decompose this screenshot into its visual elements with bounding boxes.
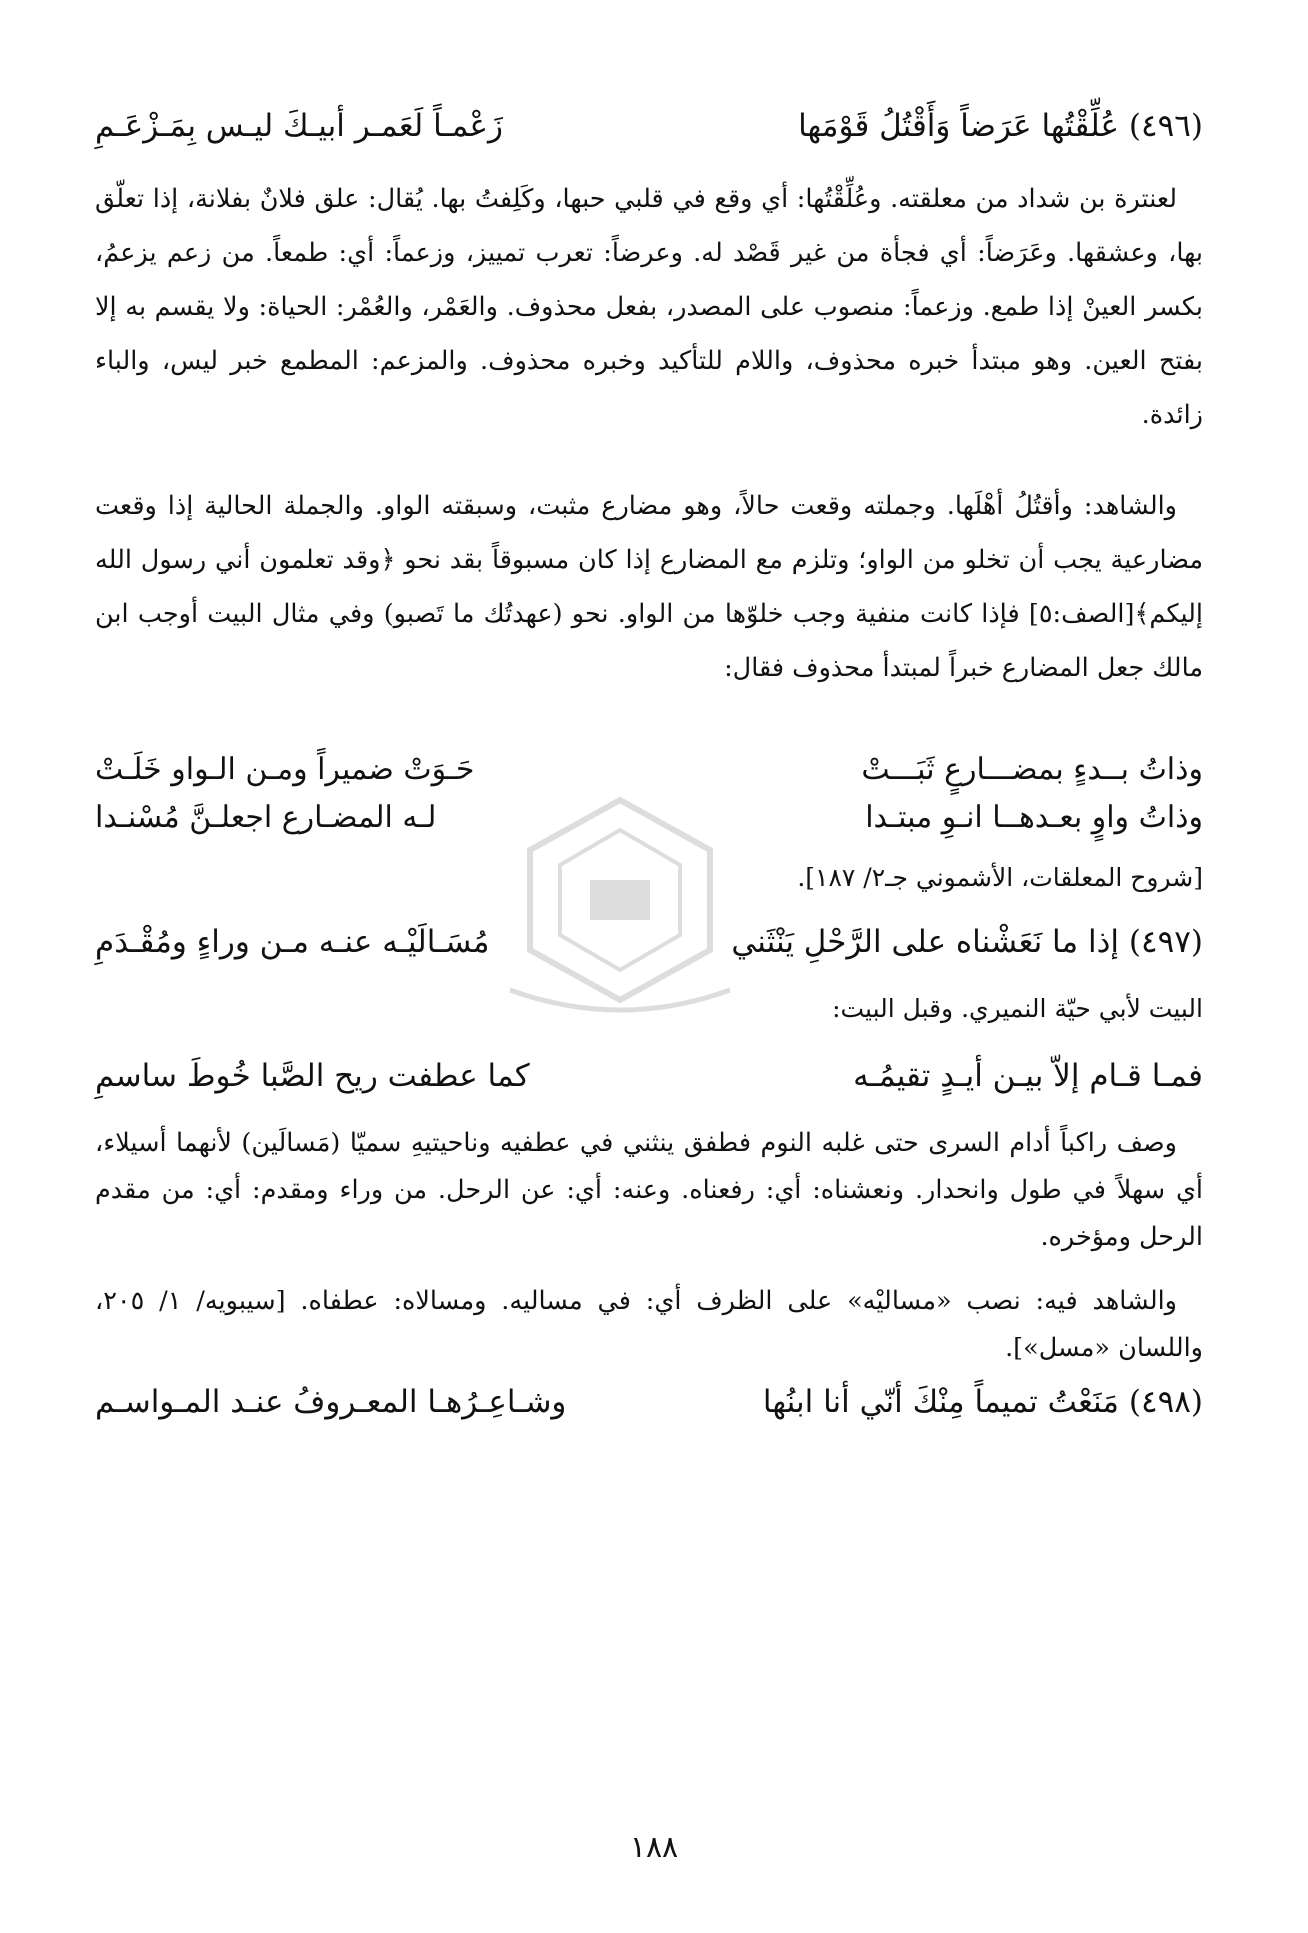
- verse-first-hemistich: وذاتُ بــدءٍ بمضـــارعٍ ثَبَـــتْ: [861, 752, 1203, 787]
- alfiya-line-1: [95, 748, 1203, 792]
- verse-496: [95, 104, 1203, 148]
- verse-497: [95, 920, 1203, 964]
- verse-498: [95, 1380, 1203, 1424]
- commentary-496: لعنترة بن شداد من معلقته. وعُلِّقْتُها: أي وقع في قلبي حبها، وكَلِفتُ بها. يُقال: علق فلانٌ بفلانة، إذا تعلّق بها، وعشقها. وعَرَضاً: أي فجأة من غير قَصْد له. وعرضاً: تعرب تمييز، وزعماً: أي: طمعاً. من زعم يزعمُ، بكسر العينْ إذا طمع. وزعماً: منصوب على المصدر، بفعل محذوف. والعَمْر، والعُمْر: الحياة: ولا يقسم به إلا بفتح العين. وهو مبتدأ خبره محذوف، واللام للتأكيد وخبره محذوف. والمزعم: المطمع خبر ليس، والباء زائدة.: [95, 184, 1203, 430]
- verse-first-hemistich: (٤٩٨) مَنَعْتُ تميماً مِنْكَ أنّي أنا ابنُها: [762, 1384, 1203, 1420]
- intro-497: البيت لأبي حيّة النميري. وقبل البيت:: [832, 994, 1203, 1023]
- verse-second-hemistich: كما عطفت ريح الصَّبا خُوطَ ساسمِ: [95, 1058, 530, 1094]
- verse-second-hemistich: زَعْمـاً لَعَمـر أبيـكَ ليـس بِمَـزْعَـمِ: [95, 108, 503, 144]
- verse-second-hemistich: حَـوَتْ ضميراً ومـن الـواو خَلَـتْ: [95, 752, 475, 787]
- verse-second-hemistich: وشـاعِـرُهـا المعـروفُ عنـد المـواسـم: [95, 1384, 567, 1420]
- library-seal-watermark: [490, 790, 750, 1020]
- shahid-497: والشاهد فيه: نصب «مساليْه» على الظرف أي: في مساليه. ومسالاه: عطفاه. [سيبويه/ ١/ ٢٠٥، واللسان «مسل»].: [95, 1286, 1203, 1363]
- verse-second-hemistich: مُسَـالَيْـه عنـه مـن وراءٍ ومُقْـدَمِ: [95, 924, 490, 960]
- verse-497-before: [95, 1054, 1203, 1098]
- verse-first-hemistich: (٤٩٧) إذا ما نَعَشْناه على الرَّحْلِ يَنْثَني: [731, 924, 1203, 960]
- verse-first-hemistich: فمـا قـام إلاّ بيـن أيـدٍ تقيمُـه: [853, 1058, 1203, 1094]
- reference-496: [شروح المعلقات، الأشموني جـ٢/ ١٨٧].: [797, 863, 1203, 892]
- commentary-497: وصف راكباً أدام السرى حتى غلبه النوم فطفق ينثني في عطفيه وناحيتيهِ سميّا (مَسالَين) لأنهما أسيلاء، أي سهلاً في طول وانحدار. ونعشناه: أي: رفعناه. وعنه: أي: عن الرحل. من وراء ومقدم: أي: من مقدم الرحل ومؤخره.: [95, 1128, 1203, 1252]
- verse-first-hemistich: (٤٩٦) عُلِّقْتُها عَرَضاً وَأَقْتُلُ قَوْمَها: [798, 108, 1203, 144]
- shahid-496: والشاهد: وأقتُلُ أهْلَها. وجملته وقعت حالاً، وهو مضارع مثبت، وسبقته الواو. والجملة الحالية إذا وقعت مضارعية يجب أن تخلو من الواو؛ وتلزم مع المضارع إذا كان مسبوقاً بقد نحو ﴿وقد تعلمون أني رسول الله إليكم﴾[الصف:٥] فإذا كانت منفية وجب خلوّها من الواو. نحو (عهدتُك ما تَصبو) وفي مثال البيت أوجب ابن مالك جعل المضارع خبراً لمبتدأ محذوف فقال:: [95, 491, 1203, 683]
- page-number: ١٨٨: [629, 1830, 679, 1865]
- verse-second-hemistich: لـه المضـارع اجعلـنَّ مُسْنـدا: [95, 800, 437, 835]
- verse-first-hemistich: وذاتُ واوٍ بعـدهــا انـوِ مبتـدا: [865, 800, 1203, 835]
